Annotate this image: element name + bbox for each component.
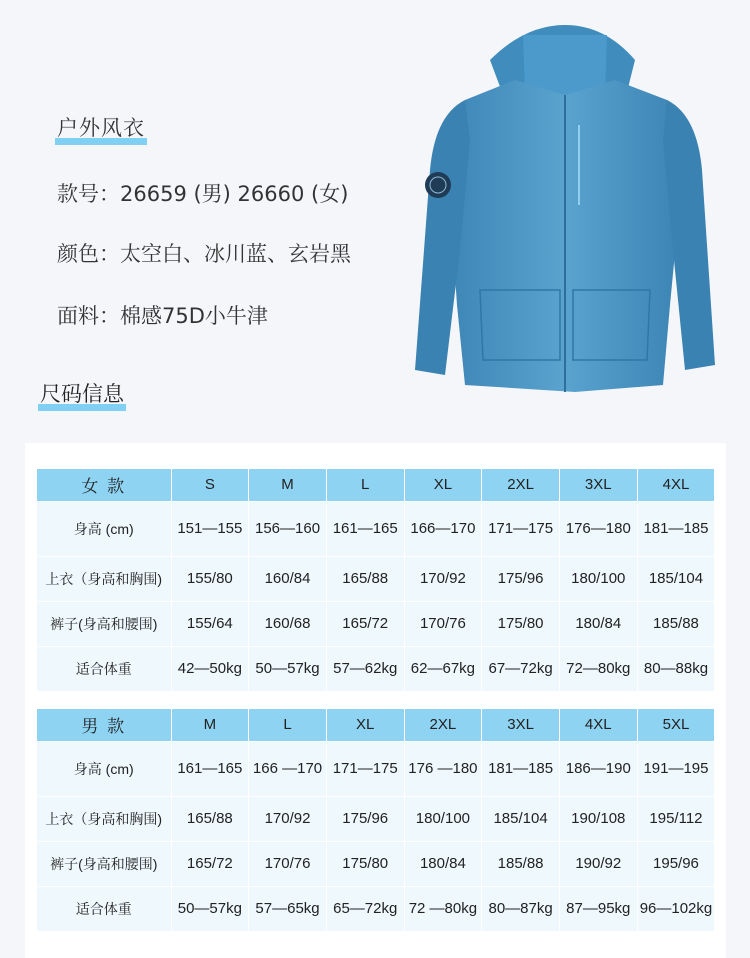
table-cell: 42—50kg	[171, 646, 249, 691]
table-cell: 171—175	[482, 501, 560, 556]
table-cell: 166—170	[404, 501, 482, 556]
section-title-text: 尺码信息	[40, 382, 124, 406]
product-info	[57, 112, 351, 328]
size-header: 3XL	[482, 709, 560, 741]
table-cell: 161—165	[326, 501, 404, 556]
table-row	[37, 646, 715, 691]
table-cell: 72—80kg	[559, 646, 637, 691]
table-row	[37, 501, 715, 556]
product-name	[57, 112, 145, 142]
table-row	[37, 886, 715, 931]
color-options: 颜色：太空白、冰川蓝、玄岩黑	[57, 242, 351, 266]
table-cell: 185/88	[482, 841, 560, 886]
size-header: 2XL	[404, 709, 482, 741]
table-cell: 80—88kg	[637, 646, 715, 691]
table-cell: 176—180	[559, 501, 637, 556]
size-header: 4XL	[559, 709, 637, 741]
table-cell: 166 —170	[249, 741, 327, 796]
table-row	[37, 741, 715, 796]
table-cell: 186—190	[559, 741, 637, 796]
table-cell: 161—165	[171, 741, 249, 796]
row-label: 适合体重	[37, 886, 171, 931]
table-cell: 80—87kg	[482, 886, 560, 931]
table-row	[37, 556, 715, 601]
table-cell: 175/96	[326, 796, 404, 841]
table-row	[37, 601, 715, 646]
table-cell: 175/80	[326, 841, 404, 886]
table-cell: 185/104	[482, 796, 560, 841]
size-header: 3XL	[559, 469, 637, 501]
size-header: L	[249, 709, 327, 741]
table-cell: 195/96	[637, 841, 715, 886]
jacket-image	[405, 20, 725, 400]
table-cell: 170/92	[404, 556, 482, 601]
size-header: M	[249, 469, 327, 501]
table-cell: 50—57kg	[249, 646, 327, 691]
table-cell: 185/104	[637, 556, 715, 601]
row-label: 身高 (cm)	[37, 501, 171, 556]
table-cell: 62—67kg	[404, 646, 482, 691]
table-cell: 185/88	[637, 601, 715, 646]
row-label: 上衣（身高和胸围)	[37, 796, 171, 841]
table-cell: 57—62kg	[326, 646, 404, 691]
table-cell: 160/84	[249, 556, 327, 601]
table-cell: 180/84	[559, 601, 637, 646]
table-header-row	[37, 469, 715, 501]
table-row	[37, 841, 715, 886]
table-cell: 155/80	[171, 556, 249, 601]
table-cell: 176 —180	[404, 741, 482, 796]
row-label: 裤子(身高和腰围)	[37, 601, 171, 646]
table-cell: 170/76	[249, 841, 327, 886]
table-cell: 181—185	[482, 741, 560, 796]
table-cell: 151—155	[171, 501, 249, 556]
size-header: XL	[326, 709, 404, 741]
section-title	[40, 378, 124, 408]
table-cell: 180/84	[404, 841, 482, 886]
sleeve-badge	[425, 172, 451, 198]
table-row	[37, 796, 715, 841]
row-label: 裤子(身高和腰围)	[37, 841, 171, 886]
table-cell: 87—95kg	[559, 886, 637, 931]
row-label: 身高 (cm)	[37, 741, 171, 796]
table-cell: 156—160	[249, 501, 327, 556]
table-cell: 190/108	[559, 796, 637, 841]
table-header-row	[37, 709, 715, 741]
style-number: 款号：26659 (男) 26660 (女)	[57, 182, 349, 206]
fabric-info: 面料：棉感75D小牛津	[57, 304, 268, 328]
size-header: S	[171, 469, 249, 501]
table-cell: 190/92	[559, 841, 637, 886]
table-cell: 171—175	[326, 741, 404, 796]
women-size-table	[37, 469, 715, 691]
table-cell: 191—195	[637, 741, 715, 796]
table-cell: 165/72	[171, 841, 249, 886]
table-cell: 181—185	[637, 501, 715, 556]
table-cell: 96—102kg	[637, 886, 715, 931]
category-header: 男 款	[37, 709, 171, 741]
table-cell: 67—72kg	[482, 646, 560, 691]
table-cell: 170/92	[249, 796, 327, 841]
table-cell: 175/80	[482, 601, 560, 646]
table-cell: 72 —80kg	[404, 886, 482, 931]
table-cell: 65—72kg	[326, 886, 404, 931]
table-cell: 165/88	[326, 556, 404, 601]
table-cell: 165/72	[326, 601, 404, 646]
table-cell: 180/100	[559, 556, 637, 601]
size-header: 5XL	[637, 709, 715, 741]
men-size-table	[37, 709, 715, 931]
table-cell: 195/112	[637, 796, 715, 841]
table-cell: 57—65kg	[249, 886, 327, 931]
size-header: M	[171, 709, 249, 741]
product-name-text: 户外风衣	[57, 116, 145, 140]
collar-shape	[523, 35, 607, 95]
size-header: 2XL	[482, 469, 560, 501]
table-cell: 165/88	[171, 796, 249, 841]
row-label: 适合体重	[37, 646, 171, 691]
size-header: L	[326, 469, 404, 501]
size-header: 4XL	[637, 469, 715, 501]
table-cell: 50—57kg	[171, 886, 249, 931]
size-header: XL	[404, 469, 482, 501]
table-cell: 180/100	[404, 796, 482, 841]
table-cell: 170/76	[404, 601, 482, 646]
table-cell: 175/96	[482, 556, 560, 601]
table-cell: 155/64	[171, 601, 249, 646]
row-label: 上衣（身高和胸围)	[37, 556, 171, 601]
table-cell: 160/68	[249, 601, 327, 646]
category-header: 女 款	[37, 469, 171, 501]
